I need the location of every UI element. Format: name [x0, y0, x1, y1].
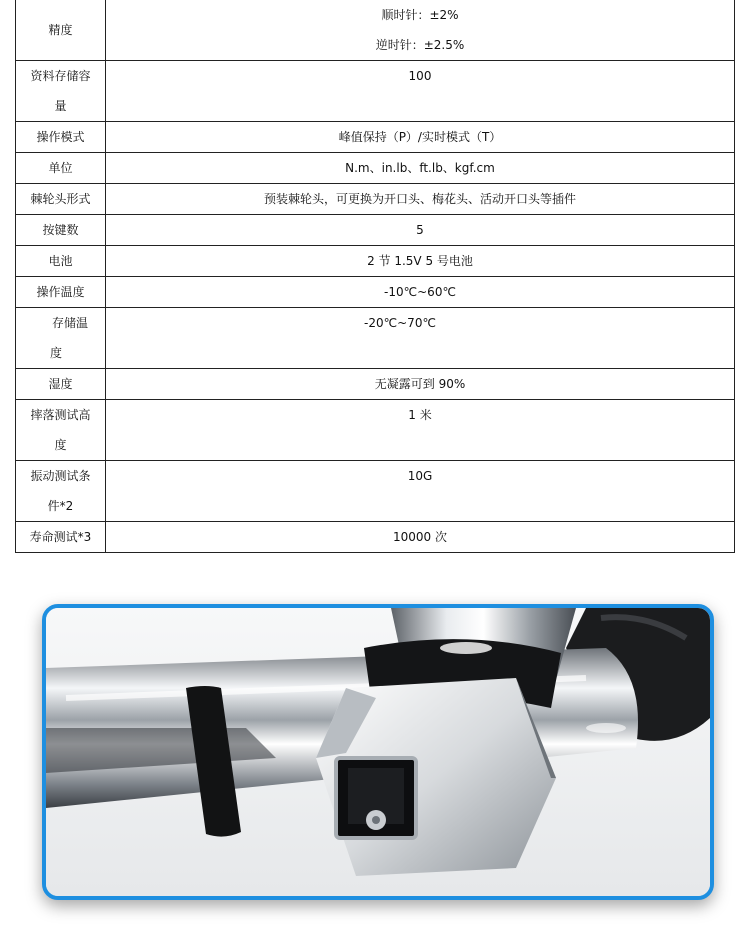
spec-label: 操作温度: [16, 277, 106, 308]
spec-label-line: 度: [54, 438, 67, 452]
table-row: [16, 215, 735, 246]
spec-value: N.m、in.lb、ft.lb、kgf.cm: [106, 153, 735, 184]
spec-label: [16, 400, 106, 461]
table-row: [16, 122, 735, 153]
spec-value-line: 逆时针：±2.5%: [375, 38, 465, 52]
table-row: [16, 522, 735, 553]
spec-label: 按键数: [16, 215, 106, 246]
spec-label-line: 振动测试条: [30, 469, 91, 483]
spec-value: 5: [106, 215, 735, 246]
spec-label-line: 度: [50, 346, 63, 360]
spec-label: 精度: [16, 0, 106, 61]
table-row: [16, 153, 735, 184]
spec-value: 无凝露可到 90%: [106, 369, 735, 400]
spec-label: 湿度: [16, 369, 106, 400]
table-row: [16, 0, 735, 61]
spec-label: [16, 61, 106, 122]
spec-value: [106, 308, 735, 369]
table-row: [16, 461, 735, 522]
spec-value: 100: [106, 61, 735, 122]
spec-label-line: 件*2: [47, 499, 74, 513]
spec-value: 预装棘轮头，可更换为开口头、梅花头、活动开口头等插件: [106, 184, 735, 215]
table-row: [16, 369, 735, 400]
table-row: [16, 61, 735, 122]
spec-value: 10000 次: [106, 522, 735, 553]
spec-value: 1 米: [106, 400, 735, 461]
spec-label: 棘轮头形式: [16, 184, 106, 215]
spec-value: 2 节 1.5V 5 号电池: [106, 246, 735, 277]
spec-label: 电池: [16, 246, 106, 277]
table-row: [16, 246, 735, 277]
table-row: [16, 277, 735, 308]
spec-value-line: 顺时针：±2%: [381, 8, 459, 22]
spec-value-line: -20℃~70℃: [364, 316, 436, 330]
ratchet-wrench-image: [46, 608, 710, 896]
spec-label: 寿命测试*3: [16, 522, 106, 553]
spec-label-line: 量: [54, 99, 67, 113]
table-row: [16, 400, 735, 461]
spec-label-line: 存储温: [52, 316, 89, 330]
spec-label: 单位: [16, 153, 106, 184]
spec-table: [15, 0, 735, 553]
product-photo: [42, 604, 714, 900]
spec-value: 10G: [106, 461, 735, 522]
spec-value: [106, 0, 735, 61]
table-row: [16, 184, 735, 215]
table-row: [16, 308, 735, 369]
spec-label: [16, 461, 106, 522]
spec-label: 操作模式: [16, 122, 106, 153]
spec-label-line: 摔落测试高: [30, 408, 91, 422]
spec-value: -10℃~60℃: [106, 277, 735, 308]
spec-label-line: 资料存储容: [30, 69, 91, 83]
spec-value: 峰值保持（P）/实时模式（T）: [106, 122, 735, 153]
spec-label: [16, 308, 106, 369]
